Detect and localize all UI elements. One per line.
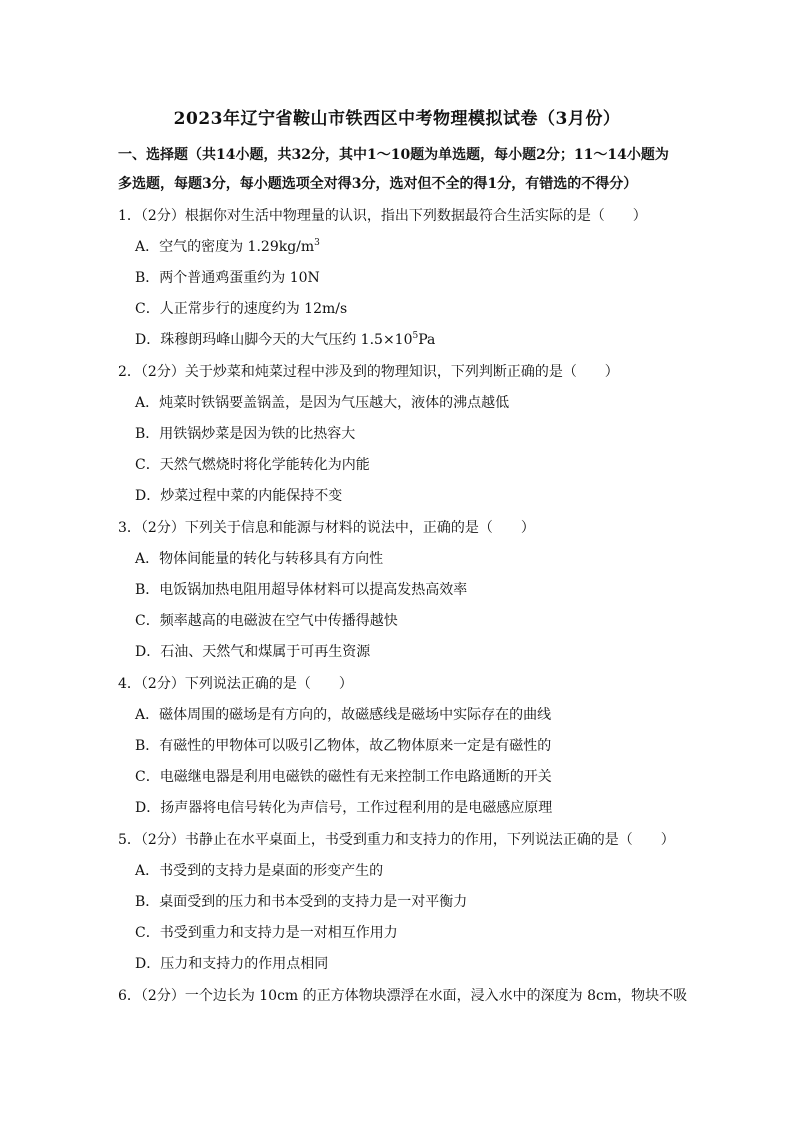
option-text: D．珠穆朗玛峰山脚今天的大气压约 1.5×10 xyxy=(135,332,413,348)
section-heading xyxy=(118,141,688,199)
question-3-option-a: A．物体间能量的转化与转移具有方向性 xyxy=(135,551,384,567)
question-2-option-b: B．用铁锅炒菜是因为铁的比热容大 xyxy=(135,426,356,442)
question-4-option-a: A．磁体周围的磁场是有方向的，故磁感线是磁场中实际存在的曲线 xyxy=(135,707,552,723)
question-1-option-b: B．两个普通鸡蛋重约为 10N xyxy=(135,270,320,286)
question-1-option-d xyxy=(135,330,705,350)
question-4-stem: 4．（2分）下列说法正确的是（ ） xyxy=(118,676,353,692)
question-2-option-a: A．炖菜时铁锅要盖锅盖，是因为气压越大，液体的沸点越低 xyxy=(135,395,510,411)
question-5-option-a: A．书受到的支持力是桌面的形变产生的 xyxy=(135,863,384,879)
section-heading-line-2: 多选题，每题3分，每小题选项全对得3分，选对但不全的得1分，有错选的不得分） xyxy=(118,176,638,192)
option-superscript: 3 xyxy=(314,238,320,248)
page-title: 2023年辽宁省鞍山市铁西区中考物理模拟试卷（3月份） xyxy=(173,109,621,129)
question-2-option-c: C．天然气燃烧时将化学能转化为内能 xyxy=(135,457,370,473)
question-4-option-c: C．电磁继电器是利用电磁铁的磁性有无来控制工作电路通断的开关 xyxy=(135,769,552,785)
question-5-option-c: C．书受到重力和支持力是一对相互作用力 xyxy=(135,925,398,941)
question-2-option-d: D．炒菜过程中菜的内能保持不变 xyxy=(135,488,343,504)
question-1-option-a xyxy=(135,237,705,257)
question-3-stem: 3．（2分）下列关于信息和能源与材料的说法中，正确的是（ ） xyxy=(118,520,535,536)
question-5-stem: 5．（2分）书静止在水平桌面上，书受到重力和支持力的作用，下列说法正确的是（ ） xyxy=(118,832,675,848)
question-1-stem: 1．（2分）根据你对生活中物理量的认识，指出下列数据最符合生活实际的是（ ） xyxy=(118,208,647,224)
question-5-option-d: D．压力和支持力的作用点相同 xyxy=(135,956,329,972)
option-unit: Pa xyxy=(418,332,436,348)
question-3-option-b: B．电饭锅加热电阻用超导体材料可以提高发热高效率 xyxy=(135,582,468,598)
option-superscript: 5 xyxy=(412,331,419,341)
option-text: A．空气的密度为 1.29kg/m xyxy=(135,239,315,255)
question-1-option-c: C．人正常步行的速度约为 12m/s xyxy=(135,301,348,317)
question-4-option-d: D．扬声器将电信号转化为声信号，工作过程利用的是电磁感应原理 xyxy=(135,800,553,816)
question-3-option-d: D．石油、天然气和煤属于可再生资源 xyxy=(135,644,371,660)
question-4-option-b: B．有磁性的甲物体可以吸引乙物体，故乙物体原来一定是有磁性的 xyxy=(135,738,552,754)
question-6-stem: 6．（2分）一个边长为 10cm 的正方体物块漂浮在水面，浸入水中的深度为 8cm，物块不吸 xyxy=(118,988,688,1004)
section-heading-line-1: 一、选择题（共14小题，共32分，其中1～10题为单选题，每小题2分；11～14小题为 xyxy=(118,147,669,163)
question-3-option-c: C．频率越高的电磁波在空气中传播得越快 xyxy=(135,613,398,629)
question-5-option-b: B．桌面受到的压力和书本受到的支持力是一对平衡力 xyxy=(135,894,468,910)
question-2-stem: 2．（2分）关于炒菜和炖菜过程中涉及到的物理知识，下列判断正确的是（ ） xyxy=(118,364,619,380)
